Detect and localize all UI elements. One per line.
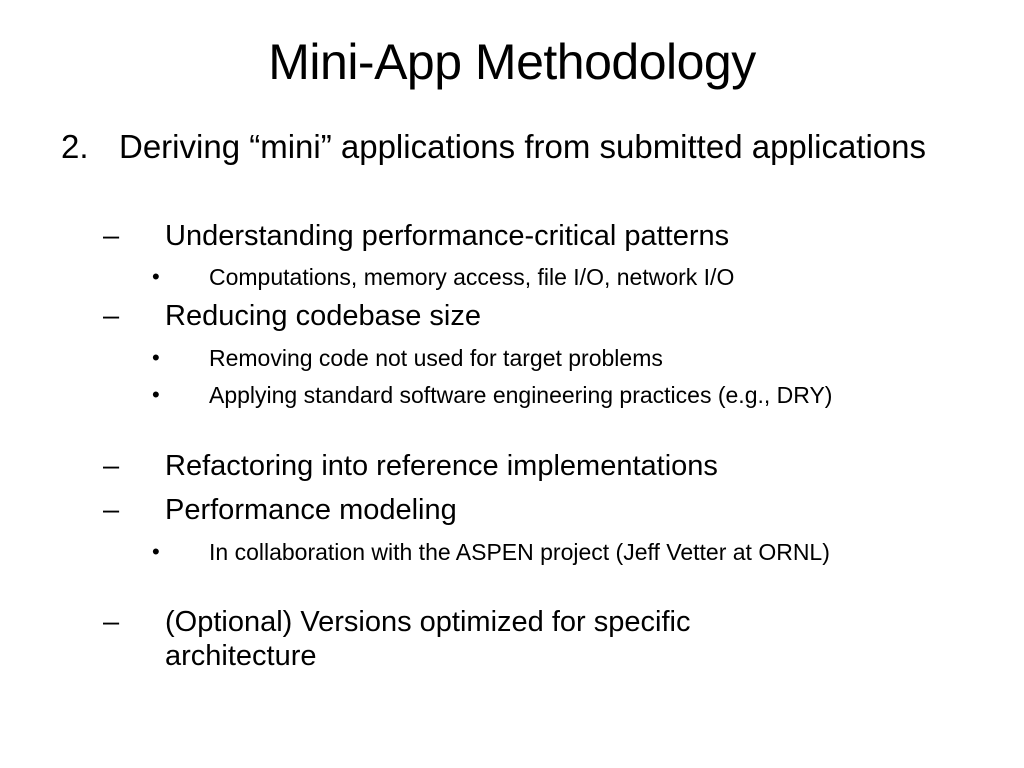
bullet-text: Removing code not used for target problems — [209, 345, 663, 371]
bullet-item-refactoring — [0, 449, 1024, 485]
bullet-text: Understanding performance-critical patterns — [165, 220, 730, 252]
dot-marker: • — [152, 345, 160, 370]
bullet-text: Performance modeling — [165, 494, 457, 526]
bullet-text: Deriving “mini” applications from submitted applications — [119, 128, 927, 165]
bullet-text: Reducing codebase size — [165, 300, 481, 332]
bullet-item-deriving — [0, 128, 1024, 208]
dot-marker: • — [152, 382, 160, 407]
dash-marker: – — [103, 220, 120, 252]
bullet-item-understanding — [0, 219, 1024, 255]
dash-marker: – — [103, 450, 120, 482]
dash-marker: – — [103, 300, 120, 332]
bullet-text: Refactoring into reference implementations — [165, 450, 718, 482]
bullet-item-removing — [0, 343, 1024, 373]
bullet-item-computations — [0, 262, 1024, 292]
bullet-item-reducing — [0, 299, 1024, 335]
slide-title: Mini-App Methodology — [268, 34, 756, 90]
dash-marker: – — [103, 606, 120, 638]
bullet-item-collaboration — [0, 537, 1024, 597]
dash-marker: – — [103, 494, 120, 526]
dot-marker: • — [152, 539, 160, 564]
bullet-item-optional — [0, 605, 1024, 675]
bullet-text: Computations, memory access, file I/O, network I/O — [209, 264, 735, 290]
bullet-text: Applying standard software engineering practices (e.g., DRY) — [209, 382, 833, 408]
dot-marker: • — [152, 264, 160, 289]
bullet-item-applying — [0, 380, 1024, 440]
bullet-text: (Optional) Versions optimized for specific architecture — [165, 606, 691, 672]
bullet-text: In collaboration with the ASPEN project (Jeff Vetter at ORNL) — [209, 539, 830, 565]
bullet-marker: 2. — [61, 128, 89, 165]
bullet-item-performance-modeling — [0, 493, 1024, 529]
